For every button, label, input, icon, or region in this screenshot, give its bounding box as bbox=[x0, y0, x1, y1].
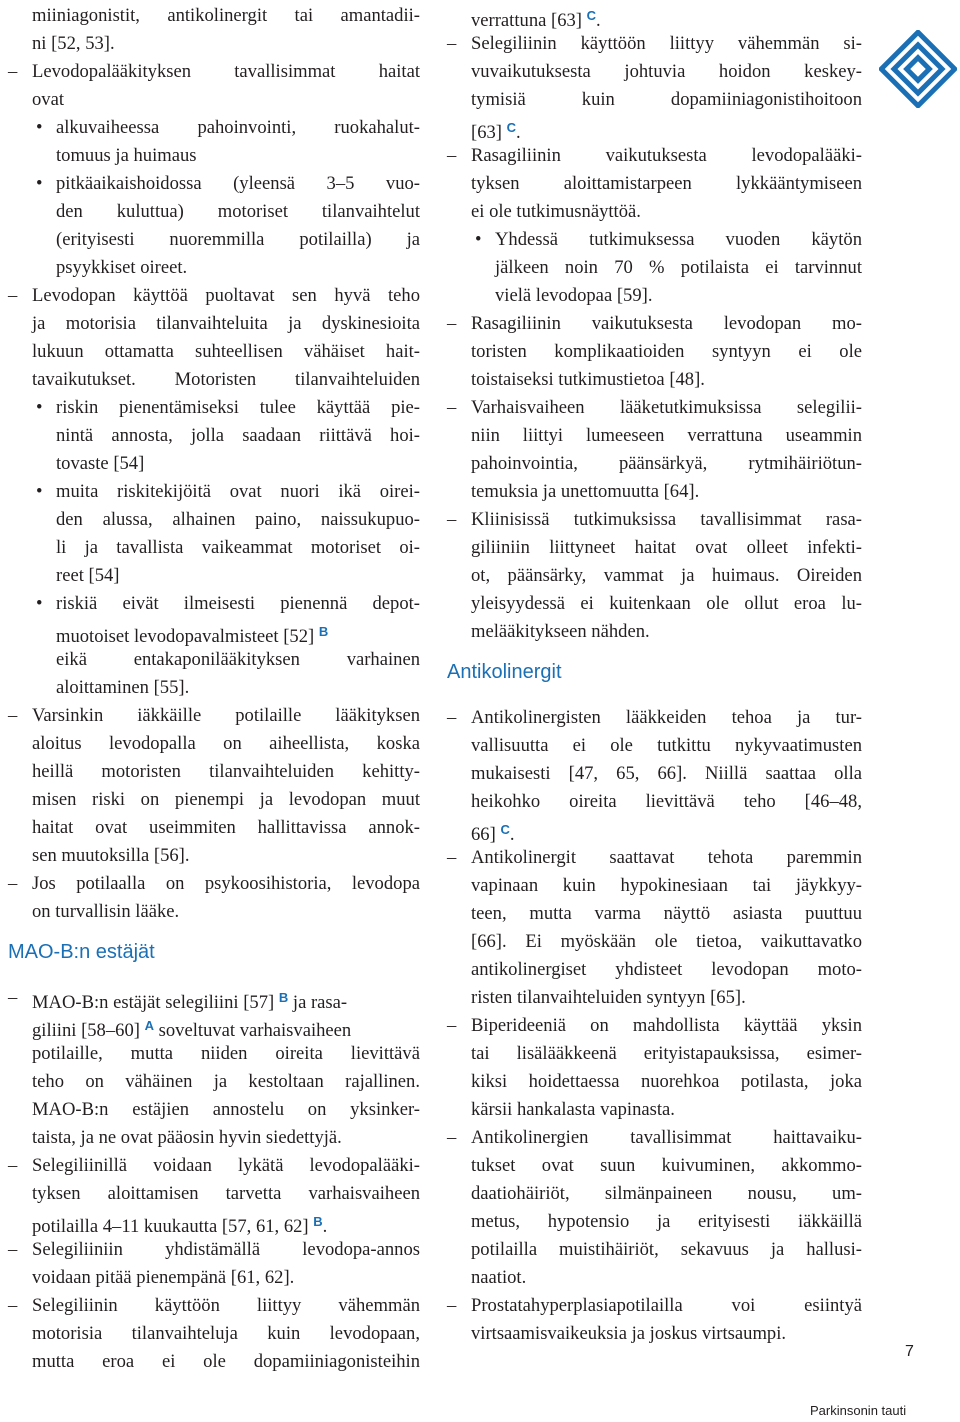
text-line bbox=[447, 310, 862, 338]
bullet-marker: • bbox=[36, 173, 43, 194]
line-text: Yhdessä tutkimuksessa vuoden käytön bbox=[495, 229, 862, 250]
text-line bbox=[36, 590, 420, 618]
line-text: Prostatahyperplasiapotilailla voi esiintyä bbox=[471, 1295, 862, 1316]
text-line bbox=[471, 1236, 862, 1264]
line-text: alkuvaiheessa pahoinvointi, ruokahalut- bbox=[56, 117, 420, 138]
line-text: 66] bbox=[471, 824, 496, 845]
text-line bbox=[32, 1264, 420, 1292]
line-text: Levodopan käyttöä puoltavat sen hyvä teho bbox=[32, 285, 420, 306]
text-line bbox=[32, 310, 420, 338]
text-line bbox=[8, 870, 420, 898]
line-text: misen riski on pienempi ja levodopan muut bbox=[32, 789, 420, 810]
line-text: MAO-B:n estäjät selegiliini [57] bbox=[32, 992, 275, 1013]
line-text: MAO-B:n estäjien annostelu on yksinker- bbox=[32, 1099, 420, 1120]
line-text: melääkitykseen nähden. bbox=[471, 621, 650, 642]
line-text: vielä levodopaa [59]. bbox=[495, 285, 653, 306]
text-line bbox=[471, 1180, 862, 1208]
line-text: nintä annosta, jolla saadaan riittävä hoi- bbox=[56, 425, 420, 446]
line-text: miiniagonistit, antikolinergit tai amantadii- bbox=[32, 5, 420, 26]
line-text: jälkeen noin 70 % potilaista ei tarvinnut bbox=[495, 257, 862, 278]
text-line bbox=[32, 898, 420, 926]
line-text: tovaste [54] bbox=[56, 453, 145, 474]
line-text: Levodopalääkityksen tavallisimmat haitat bbox=[32, 61, 420, 82]
bullet-marker: • bbox=[36, 397, 43, 418]
text-line bbox=[56, 254, 420, 282]
line-text: virtsaamisvaikeuksia ja joskus virtsaumpi. bbox=[471, 1323, 787, 1344]
text-line bbox=[32, 1068, 420, 1096]
evidence-grade-label: C bbox=[500, 822, 510, 837]
dash-marker: – bbox=[447, 313, 457, 334]
text-line bbox=[32, 842, 420, 870]
text-line bbox=[471, 534, 862, 562]
page-number: 7 bbox=[905, 1343, 914, 1360]
line-text: mukaisesti [47, 65, 66]. Niillä saattaa olla bbox=[471, 763, 862, 784]
text-line bbox=[32, 758, 420, 786]
text-line bbox=[56, 618, 420, 646]
line-text: aloitus levodopalla on aiheellista, koska bbox=[32, 733, 420, 754]
logo-diamond-icon bbox=[879, 30, 957, 108]
text-line bbox=[471, 760, 862, 788]
text-line bbox=[32, 1124, 420, 1152]
line-text: eikä entakaponilääkityksen varhainen bbox=[56, 649, 420, 670]
text-line bbox=[36, 478, 420, 506]
line-text: riskiä eivät ilmeisesti pienennä depot- bbox=[56, 593, 420, 614]
line-text-tail: ja rasa- bbox=[288, 992, 348, 1013]
text-line bbox=[471, 816, 862, 844]
line-text: Varhaisvaiheen lääketutkimuksissa selegilii- bbox=[471, 397, 862, 418]
line-text: verrattuna [63] bbox=[471, 10, 582, 31]
bullet-marker: • bbox=[475, 229, 482, 250]
line-text: kiksi hoidettaessa nuorehkoa potilasta, joka bbox=[471, 1071, 862, 1092]
text-line bbox=[447, 1292, 862, 1320]
line-text: muita riskitekijöitä ovat nuori ikä oirei- bbox=[56, 481, 420, 502]
evidence-grade-label: B bbox=[318, 624, 329, 639]
text-line bbox=[32, 30, 420, 58]
text-line bbox=[471, 198, 862, 226]
line-text: Jos potilaalla on psykoosihistoria, levodopa bbox=[32, 873, 420, 894]
text-line bbox=[32, 2, 420, 30]
line-text: toristen komplikaatioiden syntyyn ei ole bbox=[471, 341, 862, 362]
line-text: giliini [58–60] bbox=[32, 1020, 140, 1041]
text-line bbox=[447, 30, 862, 58]
line-text: potilailla muistihäiriöt, sekavuus ja hallusi- bbox=[471, 1239, 862, 1260]
line-text: ot, päänsärky, vammat ja huimaus. Oireiden bbox=[471, 565, 862, 586]
text-line bbox=[8, 1152, 420, 1180]
line-text: kärsii hankalasta vapinasta. bbox=[471, 1099, 675, 1120]
line-text: riskin pienentämiseksi tulee käyttää pie- bbox=[56, 397, 420, 418]
line-text: [66]. Ei myöskään ole tietoa, vaikuttavatko bbox=[471, 931, 862, 952]
text-line bbox=[471, 1264, 862, 1292]
line-text: den alussa, alhainen paino, naissukupuo- bbox=[56, 509, 420, 530]
footer-title: Parkinsonin tauti bbox=[810, 1403, 907, 1418]
text-line bbox=[32, 814, 420, 842]
line-text: potilaille, mutta niiden oireita lievittävä bbox=[32, 1043, 420, 1064]
line-text: tai lisälääkkeenä erityistapauksissa, esimer- bbox=[471, 1043, 862, 1064]
line-text-tail: . bbox=[322, 1216, 328, 1237]
line-text: teho on vähäinen ja kestoltaan rajallinen. bbox=[32, 1071, 420, 1092]
line-text: ei ole tutkimusnäyttöä. bbox=[471, 201, 641, 222]
text-line bbox=[56, 450, 420, 478]
line-text: vuvaikutuksesta johtuvia hoidon keskey- bbox=[471, 61, 862, 82]
line-text: Antikolinergit saattavat tehota paremmin bbox=[471, 847, 862, 868]
text-line bbox=[8, 282, 420, 310]
text-line bbox=[471, 2, 862, 30]
line-text: lukuun ottamatta suhteellisen vähäiset hait- bbox=[32, 341, 420, 362]
line-text: Selegiliinin käyttöön liittyy vähemmän bbox=[32, 1295, 420, 1316]
line-text: naatiot. bbox=[471, 1267, 527, 1288]
bullet-marker: • bbox=[36, 481, 43, 502]
text-line bbox=[475, 226, 862, 254]
dash-marker: – bbox=[8, 705, 18, 726]
text-line bbox=[471, 1040, 862, 1068]
text-line bbox=[32, 86, 420, 114]
dash-marker: – bbox=[8, 1295, 18, 1316]
text-line bbox=[56, 674, 420, 702]
text-line bbox=[471, 788, 862, 816]
text-line bbox=[471, 1208, 862, 1236]
text-line bbox=[32, 1096, 420, 1124]
line-text: tyksen aloittamisen tarvetta varhaisvaiheen bbox=[32, 1183, 420, 1204]
line-text: teen, mutta varma näyttö asiasta puuttuu bbox=[471, 903, 862, 924]
text-line bbox=[32, 366, 420, 394]
line-text: tyksen aloittamistarpeen lykkääntymiseen bbox=[471, 173, 862, 194]
text-line bbox=[447, 394, 862, 422]
line-text: aloittaminen [55]. bbox=[56, 677, 190, 698]
logo-inner-square bbox=[907, 58, 930, 81]
text-line bbox=[32, 1012, 420, 1040]
bullet-marker: • bbox=[36, 117, 43, 138]
text-line bbox=[8, 1236, 420, 1264]
line-text: Rasagiliinin vaikutuksesta levodopan mo- bbox=[471, 313, 862, 334]
text-line bbox=[447, 1012, 862, 1040]
text-line bbox=[56, 506, 420, 534]
text-line bbox=[36, 170, 420, 198]
text-line bbox=[471, 338, 862, 366]
text-line bbox=[471, 86, 862, 114]
text-line bbox=[471, 1096, 862, 1124]
dash-marker: – bbox=[447, 707, 457, 728]
text-line bbox=[471, 1320, 862, 1348]
line-text: voidaan pitää pienempänä [61, 62]. bbox=[32, 1267, 295, 1288]
evidence-grade-label: C bbox=[586, 8, 597, 23]
dash-marker: – bbox=[447, 509, 457, 530]
line-text: sen muutoksilla [56]. bbox=[32, 845, 190, 866]
text-line bbox=[56, 422, 420, 450]
text-line bbox=[471, 618, 862, 646]
line-text: yleisyydessä ei kuitenkaan ole ollut eroa lu- bbox=[471, 593, 862, 614]
line-text-tail: . bbox=[596, 10, 601, 31]
dash-marker: – bbox=[447, 1015, 457, 1036]
text-line bbox=[495, 282, 862, 310]
dash-marker: – bbox=[447, 1295, 457, 1316]
text-line bbox=[36, 394, 420, 422]
line-text: niin liittyi lumeeseen verrattuna useammin bbox=[471, 425, 862, 446]
line-text: ni [52, 53]. bbox=[32, 33, 115, 54]
line-text: ovat bbox=[32, 89, 65, 110]
text-line bbox=[56, 534, 420, 562]
line-text: heillä motoristen tilanvaihteluiden kehitty- bbox=[32, 761, 420, 782]
text-line bbox=[471, 900, 862, 928]
line-text: mutta eroa ei ole dopamiiniagonisteihin bbox=[32, 1351, 420, 1372]
bullet-marker: • bbox=[36, 593, 43, 614]
text-line bbox=[471, 928, 862, 956]
line-text: haitat ovat useimmiten hallittavissa annok- bbox=[32, 817, 420, 838]
evidence-grade-label: B bbox=[278, 990, 289, 1005]
dash-marker: – bbox=[8, 987, 18, 1008]
text-line bbox=[32, 1180, 420, 1208]
text-line bbox=[56, 646, 420, 674]
text-line bbox=[32, 338, 420, 366]
line-text: potilailla 4–11 kuukautta [57, 61, 62] bbox=[32, 1216, 309, 1237]
text-line bbox=[56, 226, 420, 254]
dash-marker: – bbox=[8, 1155, 18, 1176]
line-text: tukset ovat suun kuivuminen, akkommo- bbox=[471, 1155, 862, 1176]
dash-marker: – bbox=[447, 33, 457, 54]
text-line bbox=[471, 114, 862, 142]
text-line bbox=[56, 562, 420, 590]
evidence-grade-label: A bbox=[144, 1018, 154, 1033]
text-line bbox=[471, 478, 862, 506]
text-line bbox=[471, 1152, 862, 1180]
text-line bbox=[447, 142, 862, 170]
line-text: Varsinkin iäkkäille potilaille lääkityksen bbox=[32, 705, 420, 726]
line-text: toistaiseksi tutkimustietoa [48]. bbox=[471, 369, 705, 390]
line-text: ja motorisia tilanvaihteluita ja dyskinesioita bbox=[32, 313, 420, 334]
dash-marker: – bbox=[447, 1127, 457, 1148]
line-text: Rasagiliinin vaikutuksesta levodopalääki- bbox=[471, 145, 862, 166]
line-text: psyykkiset oireet. bbox=[56, 257, 188, 278]
dash-marker: – bbox=[8, 1239, 18, 1260]
line-text: on turvallisin lääke. bbox=[32, 901, 180, 922]
text-line bbox=[32, 730, 420, 758]
text-line bbox=[471, 984, 862, 1012]
line-text: taista, ja ne ovat pääosin hyvin siedettyjä. bbox=[32, 1127, 342, 1148]
line-text: tavaikutukset. Motoristen tilanvaihteluiden bbox=[32, 369, 420, 390]
dash-marker: – bbox=[447, 847, 457, 868]
text-line bbox=[32, 1040, 420, 1068]
text-line bbox=[56, 198, 420, 226]
evidence-grade-label: C bbox=[506, 120, 517, 135]
line-text: heikohko oireita lievittävä teho [46–48, bbox=[471, 791, 862, 812]
text-line bbox=[447, 844, 862, 872]
text-line bbox=[32, 1208, 420, 1236]
line-text: motorisia tilanvaihteluja kuin levodopaan, bbox=[32, 1323, 420, 1344]
text-line bbox=[471, 1068, 862, 1096]
text-line bbox=[471, 450, 862, 478]
line-text: daatiohäiriöt, silmänpaineen nousu, um- bbox=[471, 1183, 862, 1204]
line-text: vallisuutta ei ole tutkittu nykyvaatimusten bbox=[471, 735, 862, 756]
line-text: metus, hypotensio ja erityisesti iäkkäillä bbox=[471, 1211, 862, 1232]
line-text: li ja tavallista vaikeammat motoriset oi- bbox=[56, 537, 420, 558]
dash-marker: – bbox=[447, 145, 457, 166]
line-text-tail: . bbox=[509, 824, 515, 845]
line-text: Antikolinergisten lääkkeiden tehoa ja tur- bbox=[471, 707, 862, 728]
text-line bbox=[32, 786, 420, 814]
text-line bbox=[471, 872, 862, 900]
text-line bbox=[471, 562, 862, 590]
line-text: antikolinergiset yhdisteet levodopan moto- bbox=[471, 959, 862, 980]
line-text: reet [54] bbox=[56, 565, 120, 586]
text-line bbox=[36, 114, 420, 142]
text-line bbox=[447, 506, 862, 534]
line-text: Biperideeniä on mahdollista käyttää yksin bbox=[471, 1015, 862, 1036]
text-line bbox=[8, 1292, 420, 1320]
line-text-tail: . bbox=[516, 122, 521, 143]
line-text: (erityisesti nuoremmilla potilailla) ja bbox=[56, 229, 420, 250]
text-line bbox=[56, 142, 420, 170]
line-text: muotoiset levodopavalmisteet [52] bbox=[56, 626, 315, 647]
text-line bbox=[447, 1124, 862, 1152]
text-line bbox=[32, 1320, 420, 1348]
text-line bbox=[8, 58, 420, 86]
line-text: pahoinvointia, päänsärkyä, rytmihäiriötun- bbox=[471, 453, 862, 474]
dash-marker: – bbox=[8, 285, 18, 306]
text-line bbox=[471, 170, 862, 198]
line-text: Selegiliiniin yhdistämällä levodopa-annos bbox=[32, 1239, 420, 1260]
text-line bbox=[471, 732, 862, 760]
text-line bbox=[471, 422, 862, 450]
line-text: [63] bbox=[471, 122, 502, 143]
dash-marker: – bbox=[8, 61, 18, 82]
line-text: den kuluttua) motoriset tilanvaihtelut bbox=[56, 201, 420, 222]
line-text: vapinaan kuin hypokinesiaan tai jäykkyy- bbox=[471, 875, 862, 896]
evidence-grade-label: B bbox=[313, 1214, 323, 1229]
line-text: Selegiliinin käyttöön liittyy vähemmän si- bbox=[471, 33, 862, 54]
dash-marker: – bbox=[8, 873, 18, 894]
text-line bbox=[471, 58, 862, 86]
line-text: risten tilanvaihteluiden syntyyn [65]. bbox=[471, 987, 746, 1008]
line-text: Kliinisissä tutkimuksissa tavallisimmat rasa- bbox=[471, 509, 862, 530]
text-line bbox=[471, 956, 862, 984]
line-text: tomuus ja huimaus bbox=[56, 145, 197, 166]
section-heading: Antikolinergit bbox=[447, 661, 562, 683]
text-line bbox=[8, 702, 420, 730]
line-text: temuksia ja unettomuutta [64]. bbox=[471, 481, 700, 502]
line-text: Selegiliinillä voidaan lykätä levodopalääki- bbox=[32, 1155, 420, 1176]
text-line bbox=[447, 704, 862, 732]
line-text: giliiniin liittyneet haitat ovat olleet infekti- bbox=[471, 537, 862, 558]
text-line bbox=[8, 984, 420, 1013]
text-line bbox=[471, 590, 862, 618]
text-line bbox=[32, 1348, 420, 1376]
line-text: Antikolinergien tavallisimmat haittavaiku- bbox=[471, 1127, 862, 1148]
text-line bbox=[495, 254, 862, 282]
line-text: tymisiä kuin dopamiiniagonistihoitoon bbox=[471, 89, 862, 110]
line-text-tail: soveltuvat varhaisvaiheen bbox=[154, 1020, 352, 1041]
line-text: pitkäaikaishoidossa (yleensä 3–5 vuo- bbox=[56, 173, 420, 194]
section-heading: MAO-B:n estäjät bbox=[8, 941, 155, 963]
text-line bbox=[471, 366, 862, 394]
dash-marker: – bbox=[447, 397, 457, 418]
